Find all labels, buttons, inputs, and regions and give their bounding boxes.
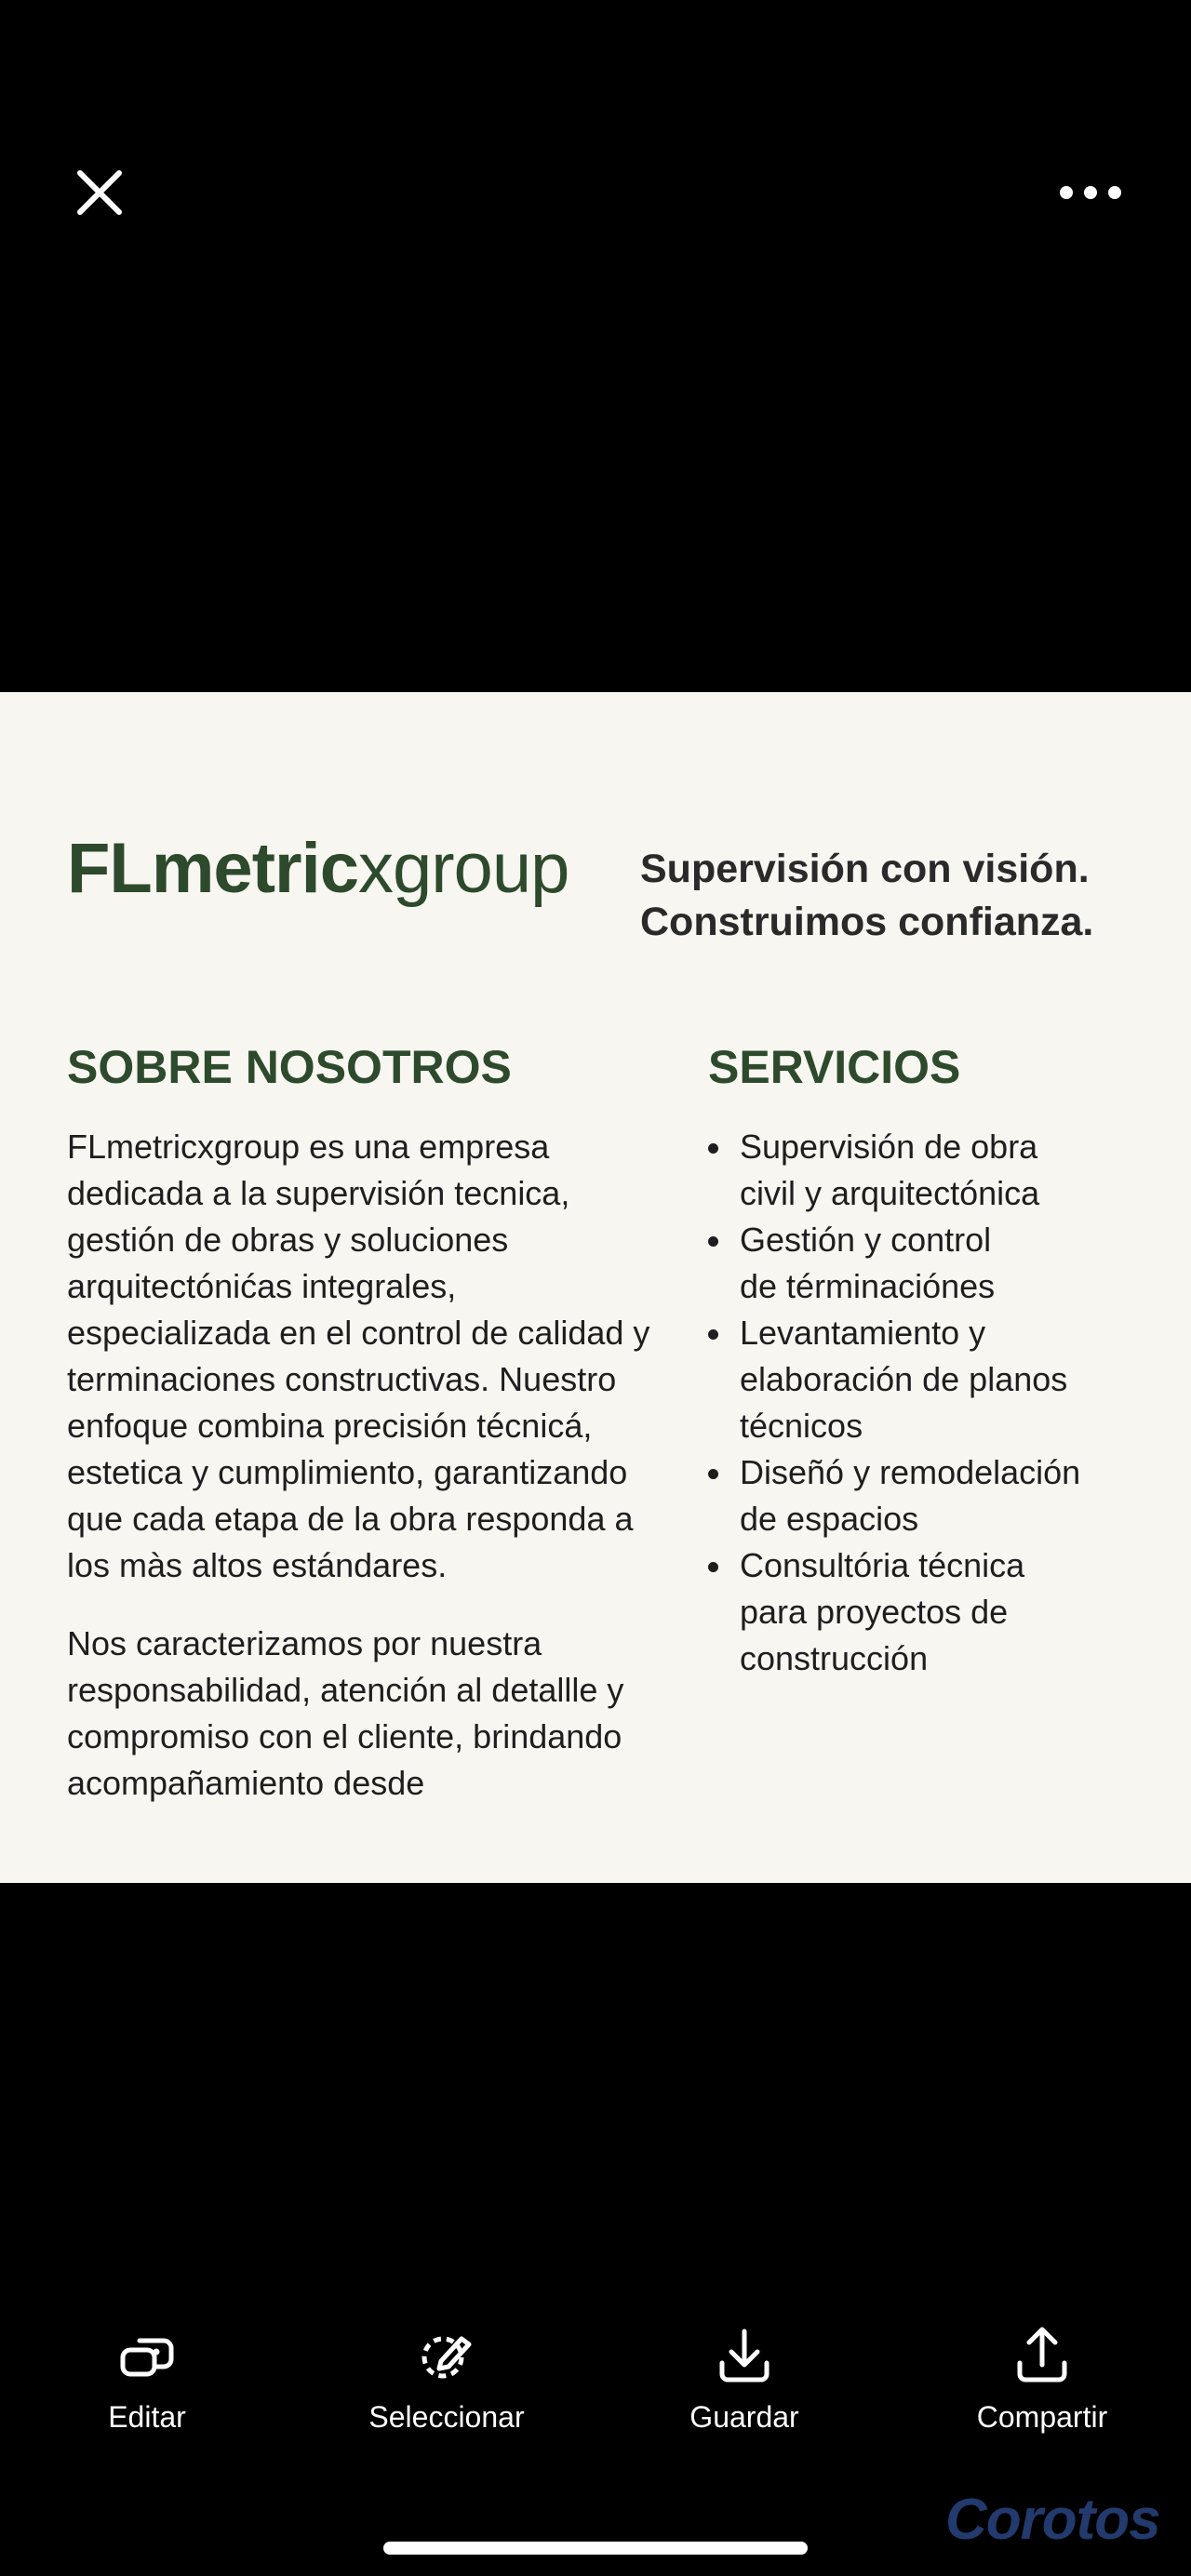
select-label: Seleccionar bbox=[368, 2400, 525, 2434]
services-list bbox=[708, 1124, 1173, 1682]
edit-button[interactable] bbox=[35, 2322, 259, 2435]
service-line: técnicos bbox=[740, 1407, 863, 1445]
download-icon bbox=[711, 2322, 778, 2389]
service-line: Levantamiento y bbox=[740, 1314, 986, 1352]
brand-name-light: xgroup bbox=[357, 829, 569, 908]
service-line: Supervisión de obra bbox=[740, 1128, 1038, 1166]
service-line: Consultória técnica bbox=[740, 1546, 1025, 1584]
service-line: Diseñó y remodelación bbox=[740, 1453, 1081, 1491]
about-heading: SOBRE NOSOTROS bbox=[67, 1041, 512, 1093]
tagline-line-1: Supervisión con visión. bbox=[640, 847, 1090, 891]
brand-name-bold: FLmetric bbox=[67, 829, 358, 908]
service-line: civil y arquitectónica bbox=[740, 1174, 1040, 1212]
service-item bbox=[708, 1449, 1173, 1542]
share-label: Compartir bbox=[976, 2400, 1108, 2434]
home-indicator[interactable] bbox=[383, 2542, 808, 2555]
select-button[interactable] bbox=[335, 2322, 558, 2435]
save-button[interactable] bbox=[633, 2322, 856, 2435]
about-text bbox=[67, 1124, 662, 1807]
service-line: elaboración de planos bbox=[740, 1360, 1068, 1398]
tagline-line-2: Construimos confianza. bbox=[640, 900, 1094, 944]
service-item bbox=[708, 1310, 1173, 1449]
share-icon bbox=[1009, 2322, 1076, 2389]
service-line: para proyectos de bbox=[740, 1593, 1009, 1631]
service-item bbox=[708, 1542, 1173, 1682]
more-options-button[interactable] bbox=[1051, 172, 1130, 213]
service-item bbox=[708, 1217, 1173, 1310]
service-line: Gestión y control bbox=[740, 1221, 992, 1259]
services-heading: SERVICIOS bbox=[708, 1041, 961, 1093]
edit-label: Editar bbox=[108, 2400, 186, 2434]
service-line: de términaciónes bbox=[740, 1267, 996, 1305]
service-line: construcción bbox=[740, 1639, 929, 1677]
about-paragraph-2: Nos caracterizamos por nuestra responsabilidad, atención al detallle y compromiso con el cliente, brindando acompañamiento desde bbox=[67, 1624, 624, 1802]
service-line: de espacios bbox=[740, 1500, 919, 1538]
share-button[interactable] bbox=[930, 2322, 1154, 2435]
service-item bbox=[708, 1124, 1173, 1217]
more-horizontal-icon bbox=[1051, 172, 1130, 213]
close-icon bbox=[67, 160, 132, 225]
close-button[interactable] bbox=[67, 160, 132, 225]
about-paragraph-1: FLmetricxgroup es una empresa dedicada a la supervisión tecnica, gestión de obras y soluciones arquitectónićas integrales, especializada en el control de calidad y terminaciones constructivas. Nuestro enfoque combina precisión técnicá, estetica y cumplimiento, garantizando que cada etapa de la obra responda a los màs altos estándares. bbox=[67, 1128, 650, 1584]
edit-icon bbox=[114, 2322, 181, 2389]
select-icon bbox=[413, 2322, 480, 2389]
watermark-logo: Corotos bbox=[945, 2488, 1160, 2552]
tagline bbox=[640, 843, 1093, 949]
brand-logo bbox=[67, 829, 569, 908]
save-label: Guardar bbox=[689, 2400, 799, 2434]
